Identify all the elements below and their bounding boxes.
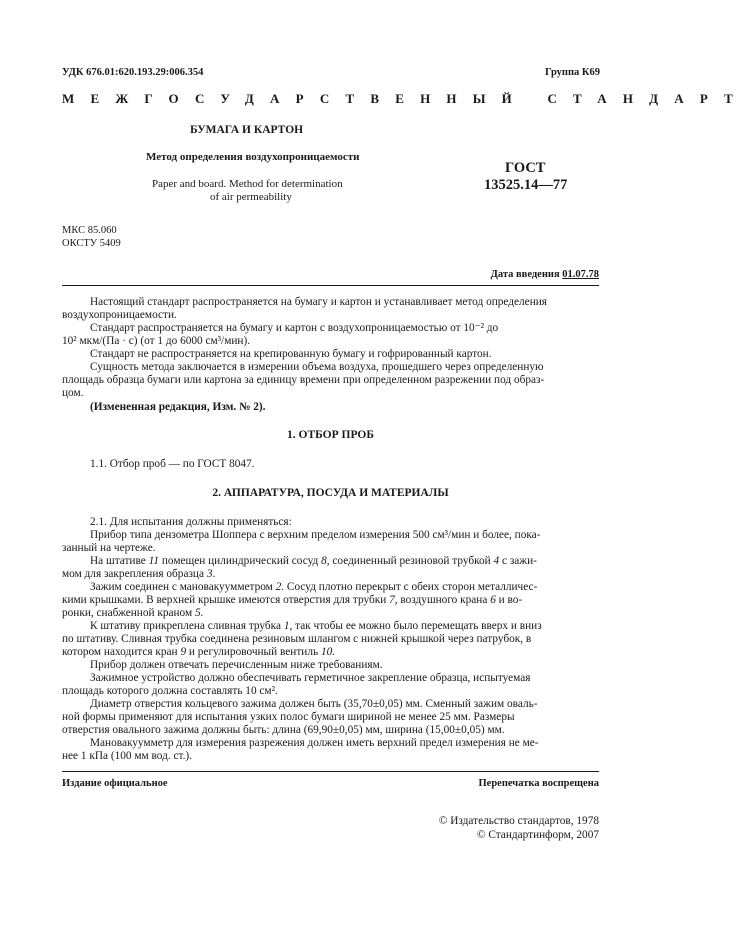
intro-paragraph-1 xyxy=(62,296,599,309)
text-line xyxy=(62,594,599,607)
text-line: площадь образца бумаги или картона за единицу времени при определенном разрежении под образ- xyxy=(62,374,545,386)
group-code: Группа К69 xyxy=(544,67,600,78)
copyright-1978: © Издательство стандартов, 1978 xyxy=(438,815,599,827)
text-span: На штативе xyxy=(90,555,149,567)
reprint-prohibited-note: Перепечатка воспрещена xyxy=(478,778,599,789)
text-span: Сосуд плотно перекрыт с обеих сторон металличес- xyxy=(284,581,538,593)
text-span: котором находится кран xyxy=(62,646,181,658)
ref-number: 11 xyxy=(148,555,160,567)
text-line: занный на чертеже. xyxy=(62,542,156,554)
text-span: , воздушного крана xyxy=(394,594,491,606)
document-subtitle: Метод определения воздухопроницаемости xyxy=(146,151,360,163)
text-line xyxy=(62,581,599,594)
text-span: , так чтобы ее можно было перемещать вверх и вниз xyxy=(289,620,542,632)
text-line: отверстия овального зажима должны быть: длина (69,90±0,05) мм, ширина (15,00±0,05) мм. xyxy=(62,724,505,736)
text-line: Настоящий стандарт распространяется на бумагу и картон и устанавливает метод определения xyxy=(90,296,547,308)
english-title-line1: Paper and board. Method for determination xyxy=(152,178,343,190)
text-line xyxy=(62,568,599,581)
text-span: с зажи- xyxy=(499,555,537,567)
mks-code: МКС 85.060 xyxy=(62,225,117,236)
text-span: помещен цилиндрический сосуд xyxy=(159,555,322,567)
document-title: БУМАГА И КАРТОН xyxy=(190,124,304,136)
text-span: ронки, снабженной краном xyxy=(62,607,195,619)
ref-number: 3 xyxy=(206,568,213,580)
ref-number: 1 xyxy=(283,620,290,632)
ref-number: 8 xyxy=(321,555,327,567)
text-line: Прибор должен отвечать перечисленным ниже требованиям. xyxy=(90,659,383,671)
text-line: Сущность метода заключается в измерении объема воздуха, прошедшего через определенную xyxy=(90,361,544,373)
official-edition-note: Издание официальное xyxy=(62,778,168,789)
text-line: воздухопроницаемости. xyxy=(62,309,177,321)
text-line: 2.1. Для испытания должны применяться: xyxy=(90,516,292,528)
ref-number: 10. xyxy=(320,646,336,658)
ref-number: 9 xyxy=(180,646,187,658)
section-2-heading: 2. АППАРАТУРА, ПОСУДА И МАТЕРИАЛЫ xyxy=(212,487,449,499)
text-line: по штативу. Сливная трубка соединена резиновым шлангом с нижней крышкой через патрубок, в xyxy=(62,633,532,645)
text-line xyxy=(62,555,599,568)
text-line: Мановакуумметр для измерения разрежения должен иметь верхний предел измерения не ме- xyxy=(90,737,539,749)
english-title-line2: of air permeability xyxy=(210,191,292,203)
udk-code: УДК 676.01:620.193.29:006.354 xyxy=(62,67,204,78)
introduction-date-label: Дата введения xyxy=(490,269,560,280)
text-span: К штативу прикреплена сливная трубка xyxy=(90,620,284,632)
divider-bottom xyxy=(62,771,599,772)
text-span: . xyxy=(212,568,216,580)
copyright-2007: © Стандартинформ, 2007 xyxy=(476,829,599,841)
text-line: Прибор типа дензометра Шоппера с верхним пределом измерения 500 см³/мин и более, пока- xyxy=(90,529,541,541)
text-line: Диаметр отверстия кольцевого зажима должен быть (35,70±0,05) мм. Сменный зажим оваль- xyxy=(90,698,538,710)
ref-number: 2. xyxy=(275,581,285,593)
interstate-standard-banner: МЕЖГОСУДАРСТВЕННЫЙ СТАНДАРТ xyxy=(62,91,749,106)
revision-note: (Измененная редакция, Изм. № 2). xyxy=(90,401,266,413)
text-line: Стандарт распространяется на бумагу и картон с воздухопроницаемостью от 10⁻² до xyxy=(90,322,499,334)
text-span: кими крышками. В верхней крышке имеются отверстия для трубки xyxy=(62,594,390,606)
text-span: мом для закрепления образца xyxy=(62,568,207,580)
gost-number: 13525.14—77 xyxy=(484,177,568,193)
ref-number: 6 xyxy=(490,594,496,606)
text-line: 10² мкм/(Па · с) (от 1 до 6000 см³/мин). xyxy=(62,335,251,347)
text-line: цом. xyxy=(62,387,84,399)
text-line xyxy=(62,607,599,620)
text-line xyxy=(62,620,599,633)
ref-number: 5. xyxy=(194,607,204,619)
ref-number: 4 xyxy=(493,555,500,567)
section-1-item: 1.1. Отбор проб — по ГОСТ 8047. xyxy=(90,458,255,470)
text-span: и во- xyxy=(495,594,523,606)
okstu-code: ОКСТУ 5409 xyxy=(62,238,121,249)
text-line: площадь которого должна составлять 10 см². xyxy=(62,685,278,697)
introduction-date xyxy=(448,269,599,280)
divider-top xyxy=(62,285,599,286)
text-span: , соединенный резиновой трубкой xyxy=(326,555,494,567)
text-line: Зажимное устройство должно обеспечивать герметичное закрепление образца, испытуемая xyxy=(90,672,531,684)
ref-number: 7 xyxy=(389,594,395,606)
section-1-heading: 1. ОТБОР ПРОБ xyxy=(287,429,374,441)
text-line: ной формы применяют для испытания узких полос бумаги шириной не менее 25 мм. Размеры xyxy=(62,711,515,723)
text-span: и регулировочный вентиль xyxy=(186,646,321,658)
text-line xyxy=(62,646,599,659)
text-span: Зажим соединен с мановакуумметром xyxy=(90,581,276,593)
text-line: Стандарт не распространяется на крепированную бумагу и гофрированный картон. xyxy=(90,348,492,360)
text-line: нее 1 кПа (100 мм вод. ст.). xyxy=(62,750,192,762)
gost-label: ГОСТ xyxy=(505,160,546,176)
introduction-date-value: 01.07.78 xyxy=(562,269,599,280)
